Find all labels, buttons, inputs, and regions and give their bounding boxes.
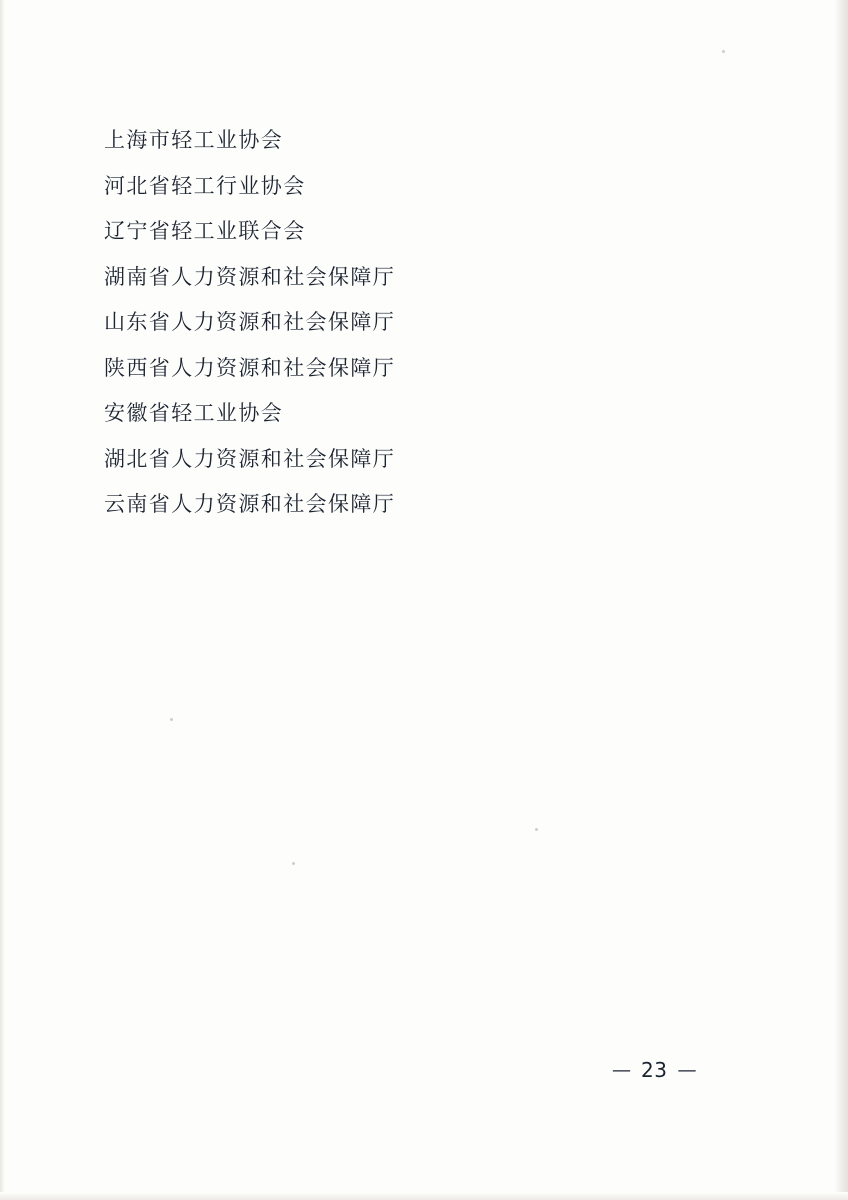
list-item: 陕西省人力资源和社会保障厅 [104, 355, 396, 380]
organization-list [104, 118, 724, 528]
scan-speck [170, 718, 173, 721]
footer-dash-right: — [677, 1059, 697, 1081]
page-footer [612, 1058, 696, 1082]
footer-dash-left: — [612, 1059, 631, 1081]
scan-speck [292, 862, 295, 865]
scan-edge-right [834, 0, 848, 1200]
list-item: 云南省人力资源和社会保障厅 [104, 492, 396, 516]
scan-edge-left [0, 0, 5, 1200]
list-item: 山东省人力资源和社会保障厅 [104, 310, 396, 334]
scan-speck [535, 828, 538, 831]
page-number: 23 [641, 1058, 668, 1082]
list-item: 上海市轻工业协会 [104, 128, 284, 152]
list-item: 湖北省人力资源和社会保障厅 [104, 446, 396, 471]
scan-edge-bottom [0, 1192, 848, 1200]
scan-speck [722, 50, 725, 53]
list-item: 辽宁省轻工业联合会 [104, 219, 306, 243]
list-item: 河北省轻工行业协会 [104, 173, 306, 198]
list-item: 安徽省轻工业协会 [104, 401, 284, 425]
list-item: 湖南省人力资源和社会保障厅 [104, 264, 396, 289]
